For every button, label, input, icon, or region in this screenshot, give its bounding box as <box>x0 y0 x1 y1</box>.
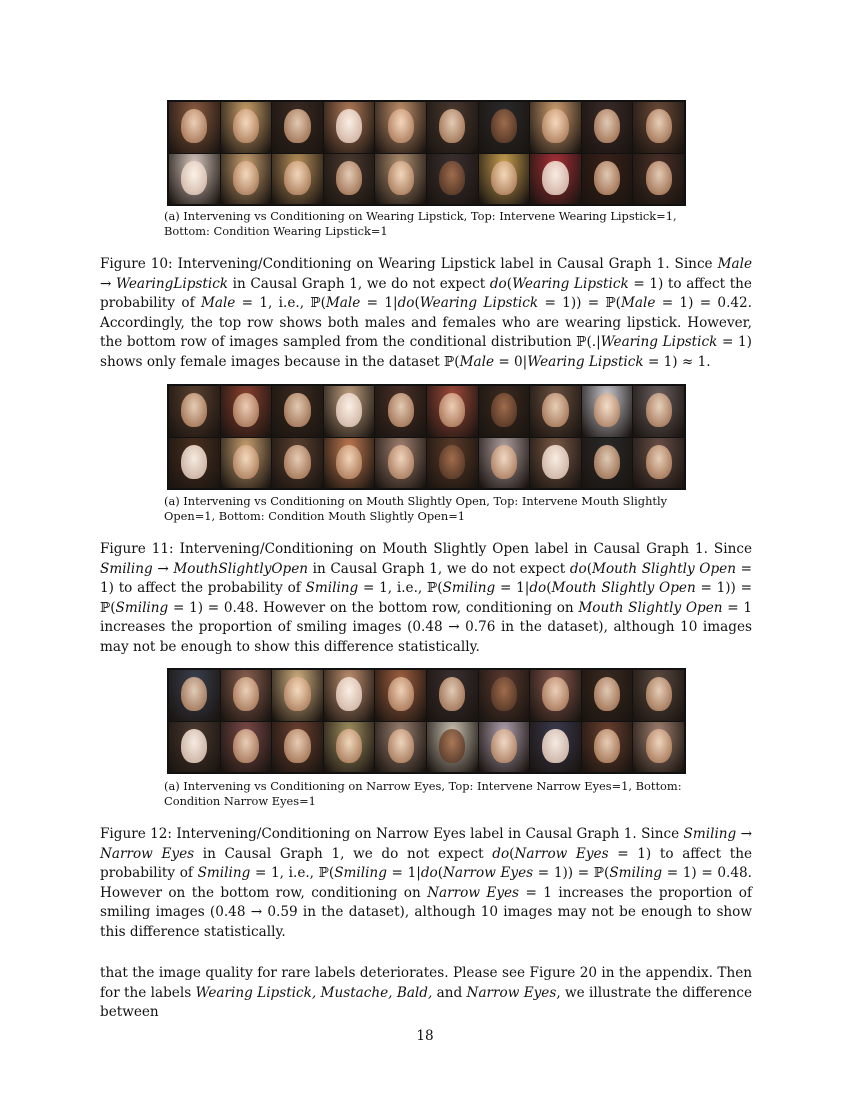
caption-figure-12: Figure 12: Intervening/Conditioning on Narrow Eyes label in Causal Graph 1. Since Smiling → Narrow Eyes in Causal Graph 1, we do not expect do(Narrow Eyes = 1) to affect the probability of Smiling = 1, i.e., ℙ(Smiling = 1|do(Narrow Eyes = 1)) = ℙ(Smiling = 1) = 0.48. However on the bottom row, conditioning on Narrow Eyes = 1 increases the proportion of smiling images (0.48 → 0.59 in the dataset), although 10 images may not be enough to show this difference statistically. <box>100 826 753 940</box>
face-image <box>221 102 272 153</box>
face-image <box>324 722 375 773</box>
face-image <box>221 154 272 205</box>
face-image <box>582 722 633 773</box>
face-image-grid-lipstick <box>167 100 686 206</box>
subcaption-figure-11: (a) Intervening vs Conditioning on Mouth Slightly Open, Top: Intervene Mouth Slightly Open=1, Bottom: Condition Mouth Slightly Open=1 <box>164 494 668 523</box>
face-image <box>221 670 272 721</box>
face-image <box>582 438 633 489</box>
face-image <box>427 102 478 153</box>
face-image-grid-mouth-open <box>167 384 686 490</box>
face-image <box>272 154 323 205</box>
face-image <box>582 670 633 721</box>
subcaption-figure-10: (a) Intervening vs Conditioning on Wearing Lipstick, Top: Intervene Wearing Lipstick=1, Bottom: Condition Wearing Lipstick=1 <box>164 209 677 238</box>
face-image <box>530 670 581 721</box>
face-image <box>221 438 272 489</box>
face-image <box>633 670 684 721</box>
face-image <box>479 154 530 205</box>
face-image <box>272 438 323 489</box>
face-image <box>324 102 375 153</box>
caption-figure-10: Figure 10: Intervening/Conditioning on Wearing Lipstick label in Causal Graph 1. Since Male → WearingLipstick in Causal Graph 1, we do not expect do(Wearing Lipstick = 1) to affect the probability of Male = 1, i.e., ℙ(Male = 1|do(Wearing Lipstick = 1)) = ℙ(Male = 1) = 0.42. Accordingly, the top row shows both males and females who are wearing lipstick. However, the bottom row of images sampled from the conditional distribution ℙ(.|Wearing Lipstick = 1) shows only female images because in the dataset ℙ(Male = 0|Wearing Lipstick = 1) ≈ 1. <box>100 256 753 370</box>
face-image <box>169 154 220 205</box>
face-image <box>324 670 375 721</box>
face-image <box>427 722 478 773</box>
face-image <box>530 386 581 437</box>
face-image <box>427 438 478 489</box>
face-image <box>427 154 478 205</box>
face-image <box>272 386 323 437</box>
face-image <box>633 102 684 153</box>
face-image <box>633 154 684 205</box>
face-image <box>272 102 323 153</box>
face-image <box>324 438 375 489</box>
caption-figure-11: Figure 11: Intervening/Conditioning on Mouth Slightly Open label in Causal Graph 1. Since Smiling → MouthSlightlyOpen in Causal Graph 1, we do not expect do(Mouth Slightly Open = 1) to affect the probability of Smiling = 1, i.e., ℙ(Smiling = 1|do(Mouth Slightly Open = 1)) = ℙ(Smiling = 1) = 0.48. However on the bottom row, conditioning on Mouth Slightly Open = 1 increases the proportion of smiling images (0.48 → 0.76 in the dataset), although 10 images may not be enough to show this difference statistically. <box>100 541 753 655</box>
face-image <box>375 670 426 721</box>
face-image <box>169 722 220 773</box>
face-image <box>479 386 530 437</box>
face-image <box>479 438 530 489</box>
face-image <box>324 154 375 205</box>
page-number: 18 <box>416 1028 434 1044</box>
face-image <box>582 154 633 205</box>
face-image <box>272 722 323 773</box>
face-image <box>272 670 323 721</box>
face-image <box>633 386 684 437</box>
face-image <box>169 670 220 721</box>
subcaption-figure-12: (a) Intervening vs Conditioning on Narrow Eyes, Top: Intervene Narrow Eyes=1, Bottom: Condition Narrow Eyes=1 <box>164 779 682 808</box>
face-image <box>633 722 684 773</box>
face-image <box>582 386 633 437</box>
face-image <box>582 102 633 153</box>
face-image <box>633 438 684 489</box>
face-image <box>530 154 581 205</box>
face-image <box>479 722 530 773</box>
face-image <box>479 670 530 721</box>
face-image <box>530 438 581 489</box>
face-image <box>375 722 426 773</box>
face-image <box>221 386 272 437</box>
face-image <box>427 670 478 721</box>
body-paragraph: that the image quality for rare labels deteriorates. Please see Figure 20 in the appendix. Then for the labels Wearing Lipstick, Mustache, Bald, and Narrow Eyes, we illustrate the difference between <box>100 965 752 1020</box>
face-image <box>324 386 375 437</box>
face-image <box>530 102 581 153</box>
face-image <box>530 722 581 773</box>
face-image <box>169 386 220 437</box>
face-image <box>169 438 220 489</box>
face-image <box>479 102 530 153</box>
face-image <box>375 438 426 489</box>
face-image <box>375 386 426 437</box>
face-image <box>221 722 272 773</box>
face-image <box>169 102 220 153</box>
face-image <box>427 386 478 437</box>
face-image <box>375 102 426 153</box>
face-image-grid-narrow-eyes <box>167 668 686 774</box>
face-image <box>375 154 426 205</box>
